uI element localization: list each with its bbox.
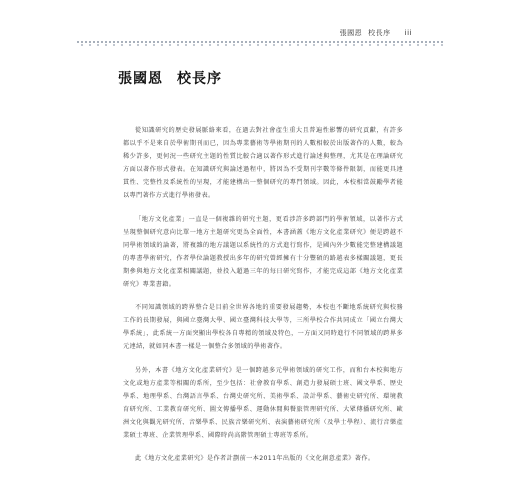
title-name: 張國恩 [118, 71, 163, 87]
running-head [340, 28, 412, 38]
running-head-role: 校長序 [368, 29, 391, 37]
running-head-author: 張國恩 [339, 29, 363, 37]
paragraph: 「地方文化產業」一直是一個複雜的研究主題，更看涉許多跨部門的學術領域，以著作方式呈現整個研究意向比單一地方主題研究更為全面性，本書涵蓋《地方文化產業研究》便是跨越不同學術領域的論著，將複雜的地方議題以系統性的方式進行寫作，是國內外少數能完整建構議題的專書學術研究，作者學位論題教授出多年的研究曾經擁有十分豐碩的路越表多樣關議題，更長期參與地方文化產業相關議題，並投入超過三年的每日研究寫作，才能完成這部《地方文化產業研究》專業書籍。 [123, 215, 403, 289]
title-role: 校長序 [177, 71, 222, 87]
page-number: iii [404, 29, 412, 37]
paragraph: 此《地方文化產業研究》是作者計劃前一本2011年出版的《文化創意產業》著作。 [135, 455, 375, 463]
paragraph: 不同知識領域的跨界整合是目前全世界各地的重要發展趨勢，本校也不斷地系統研究與校務工作的長期發展，與國立臺灣大學、國立臺灣科技大學等，三所學校合作共同成立「國立台灣大學系統」，此系統一方面突顯出學校各自專精的領域及特色，一方面又同時進行不同領域的跨界多元連結，就如同本書一樣是一個整合多領域的學術著作。 [123, 304, 403, 351]
body-text [123, 124, 403, 475]
page-title [118, 68, 222, 88]
paragraph: 另外，本書《地方文化產業研究》是一個跨越多元學術領域的研究工作，而和台本校與地方文化或地方產業等相關的系所，至少包括：社會教育學系、創造力發展碩士班、國文學系、歷史學系、地理學系、台灣語言學系、台灣史研究所、美術學系、設計學系、藝術史研究所、環境教育研究所、工業教育研究所、圖文傳播學系、運動休閒與餐旅管理研究所、大眾傳播研究所、歐洲文化與觀光研究所、音樂學系、民族音樂研究所、表演藝術研究所（及學士學程）、流行音樂產業碩士專班、企業管理學系、國際時尚高階管理碩士專班等系所。 [123, 366, 403, 439]
decorative-border [77, 40, 443, 46]
paragraph: 從知識研究的歷史發展脈絡來看，在過去對社會產生重大且普遍性影響的研究貢獻，有許多都以乎不是來自於學術期刊而已，因為專業藝術等學術期刊的人數相較於出版著作的人數，較為稀少許多，更何況一些研究主題的性質比較合適以著作形式進行論述與整理，尤其是在理論研究方面以著作形式發表。在知識研究與論述過程中，將因為不受期刊字數等條件限制，而能更具連貫性、完整性及系統性的呈現，才能建構出一整個研究的專門領域。因此，本校相當鼓勵學者能以專門著作方式進行學術發表。 [123, 127, 403, 200]
